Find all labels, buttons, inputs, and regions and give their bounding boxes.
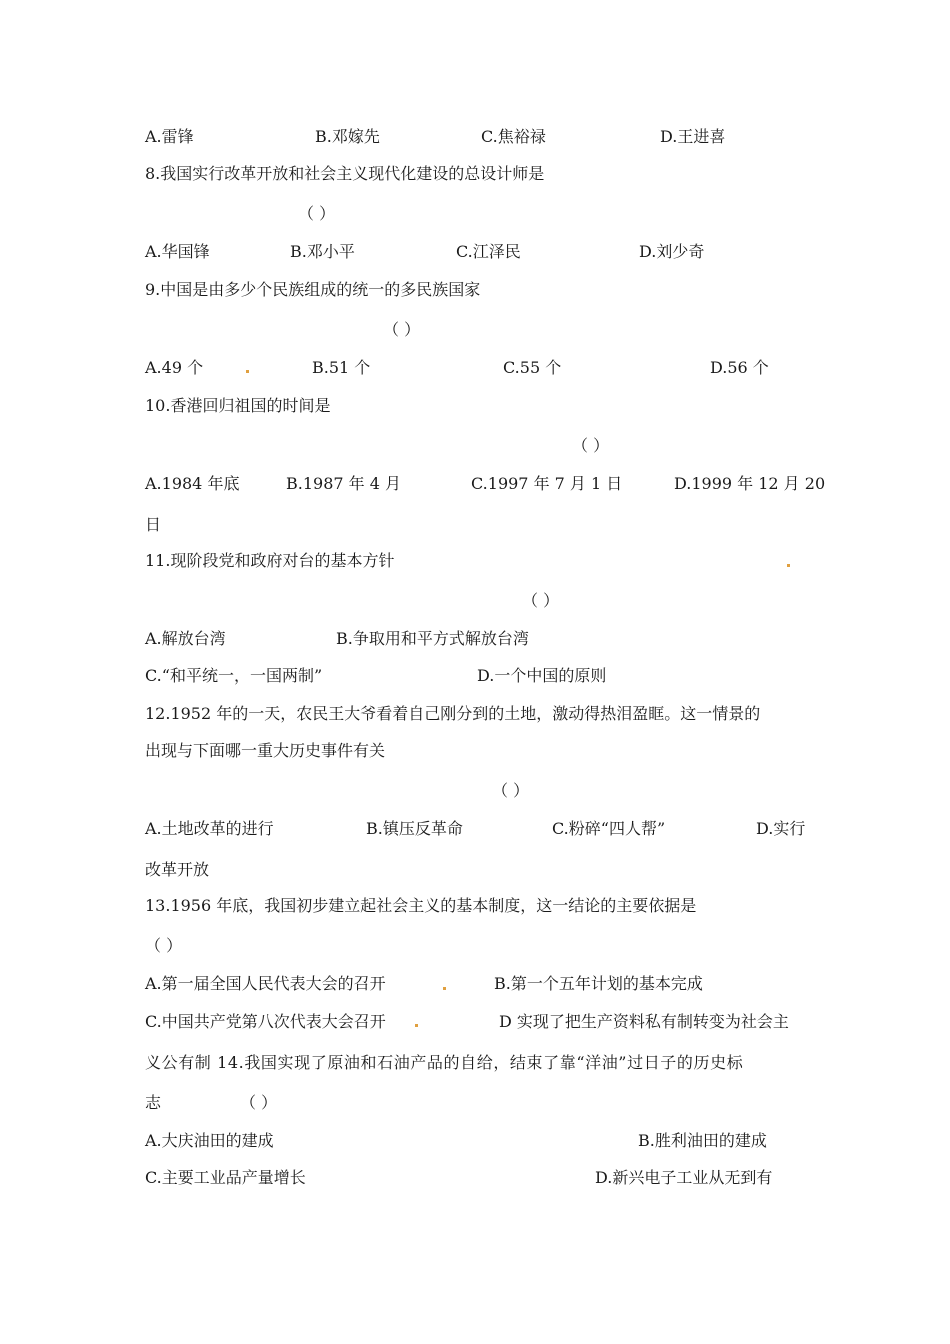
q13-answer-blank: （ ） (145, 936, 183, 955)
q13-option-b: B.第一个五年计划的基本完成 (494, 974, 703, 993)
marker-dot (443, 987, 446, 990)
q10-option-d: D.1999 年 12 月 20 (674, 474, 826, 493)
q10-stem: 10.香港回归祖国的时间是 (145, 396, 331, 415)
q9-stem: 9.中国是由多少个民族组成的统一的多民族国家 (145, 280, 481, 299)
q12-stem-line-2: 出现与下面哪一重大历史事件有关 (145, 741, 386, 760)
q10-option-c: C.1997 年 7 月 1 日 (471, 474, 623, 493)
q9-answer-blank: （ ） (383, 320, 421, 339)
q7-option-b: B.邓嫁先 (315, 127, 380, 146)
q8-stem: 8.我国实行改革开放和社会主义现代化建设的总设计师是 (145, 164, 545, 183)
q14-option-d: D.新兴电子工业从无到有 (595, 1168, 773, 1187)
q10-answer-blank: （ ） (572, 436, 610, 455)
q12-answer-blank: （ ） (492, 781, 530, 800)
q7-option-d: D.王进喜 (660, 127, 726, 146)
marker-dot (415, 1024, 418, 1027)
q12-option-c: C.粉碎“四人帮” (552, 819, 666, 838)
q10-option-d-continued: 日 (145, 515, 162, 534)
q10-option-b: B.1987 年 4 月 (286, 474, 402, 493)
q9-option-a: A.49 个 (145, 358, 204, 377)
q8-option-d: D.刘少奇 (639, 242, 705, 261)
q11-option-c: C.“和平统一，一国两制” (145, 666, 323, 685)
q11-option-b: B.争取用和平方式解放台湾 (336, 629, 529, 648)
q14-stem-end: 志 (145, 1093, 162, 1112)
q8-option-a: A.华国锋 (145, 242, 210, 261)
q12-stem-line-1: 12.1952 年的一天，农民王大爷看着自己刚分到的土地，激动得热泪盈眶。这一情景的 (145, 704, 761, 723)
q12-option-d-continued: 改革开放 (145, 860, 210, 879)
q14-option-c: C.主要工业品产量增长 (145, 1168, 306, 1187)
q9-option-d: D.56 个 (710, 358, 769, 377)
q12-option-d: D.实行 (756, 819, 806, 838)
q11-answer-blank: （ ） (522, 591, 560, 610)
q11-option-a: A.解放台湾 (145, 629, 226, 648)
marker-dot (787, 564, 790, 567)
q10-option-a: A.1984 年底 (145, 474, 240, 493)
q13-stem: 13.1956 年底，我国初步建立起社会主义的基本制度，这一结论的主要依据是 (145, 896, 697, 915)
q13-option-c: C.中国共产党第八次代表大会召开 (145, 1012, 386, 1031)
q9-option-c: C.55 个 (503, 358, 562, 377)
q13-option-a: A.第一届全国人民代表大会的召开 (145, 974, 386, 993)
q7-option-c: C.焦裕禄 (481, 127, 546, 146)
marker-dot (246, 370, 249, 373)
q12-option-b: B.镇压反革命 (366, 819, 463, 838)
q11-stem: 11.现阶段党和政府对台的基本方针 (145, 551, 395, 570)
q14-answer-blank: （ ） (240, 1093, 278, 1112)
q13-option-d-continued: 义公有制 14.我国实现了原油和石油产品的自给，结束了靠“洋油”过日子的历史标 (145, 1053, 744, 1072)
q8-option-b: B.邓小平 (290, 242, 355, 261)
q14-option-a: A.大庆油田的建成 (145, 1131, 274, 1150)
q7-option-a: A.雷锋 (145, 127, 194, 146)
q13-option-d: D 实现了把生产资料私有制转变为社会主 (499, 1012, 789, 1031)
q12-option-a: A.土地改革的进行 (145, 819, 274, 838)
q14-option-b: B.胜利油田的建成 (638, 1131, 767, 1150)
q11-option-d: D.一个中国的原则 (477, 666, 607, 685)
q8-answer-blank: （ ） (298, 204, 336, 223)
q9-option-b: B.51 个 (312, 358, 371, 377)
q8-option-c: C.江泽民 (456, 242, 521, 261)
